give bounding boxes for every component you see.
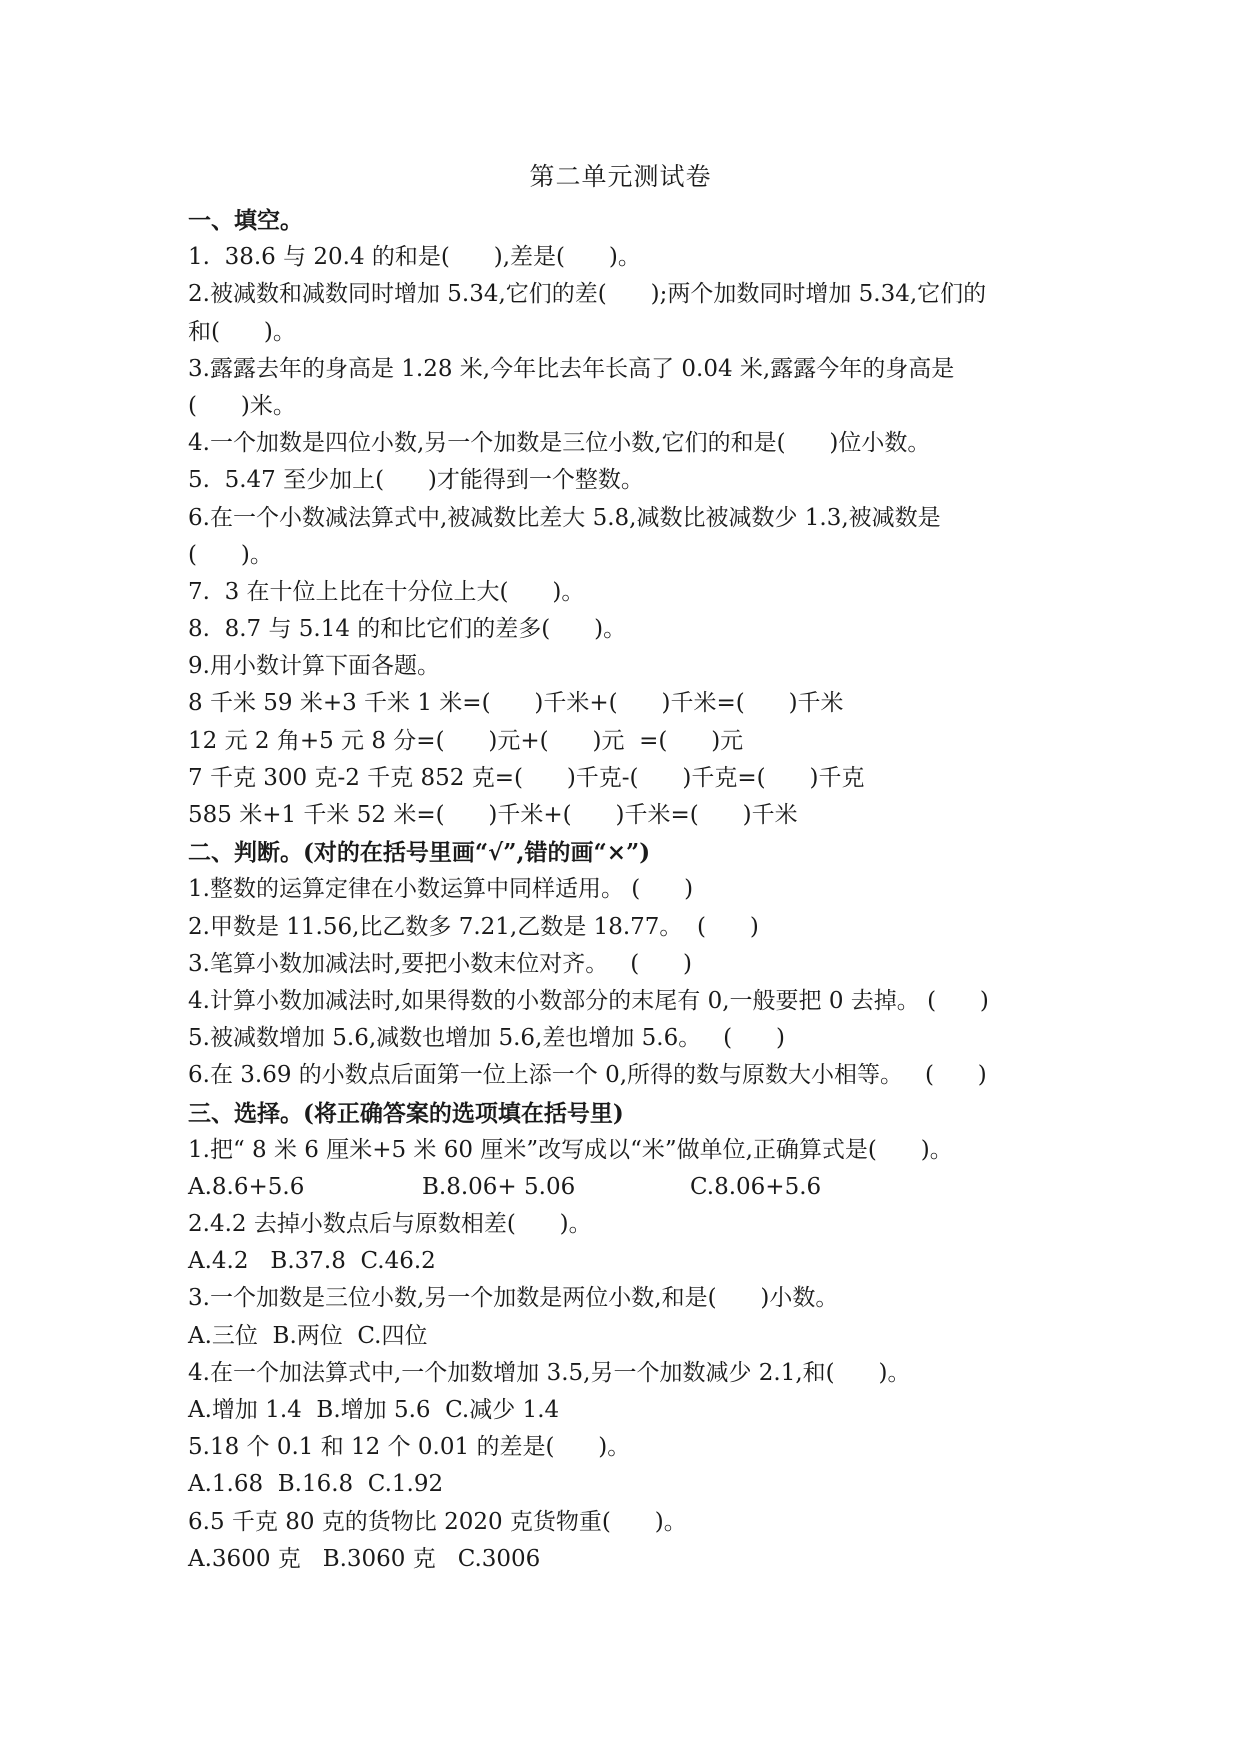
choice-question: 6.5 千克 80 克的货物比 2020 克货物重( )。 [188, 1508, 687, 1535]
choice-option: B.8.06+ 5.06 [422, 1173, 576, 1200]
fill-line: 4.一个加数是四位小数,另一个加数是三位小数,它们的和是( )位小数。 [188, 430, 931, 457]
judge-line: 5.被减数增加 5.6,减数也增加 5.6,差也增加 5.6。 ( ) [188, 1025, 785, 1052]
choice-options: A.4.2 B.37.8 C.46.2 [188, 1248, 436, 1275]
section-judge-heading: 二、判断。(对的在括号里画“√”,错的画“×”) [188, 839, 651, 867]
choice-option: A.8.6+5.6 [188, 1173, 305, 1200]
choice-option: C.8.06+5.6 [690, 1173, 822, 1200]
judge-line: 4.计算小数加减法时,如果得数的小数部分的末尾有 0,一般要把 0 去掉。 ( ) [188, 987, 989, 1014]
choice-options: A.3600 克 B.3060 克 C.3006 [188, 1545, 541, 1572]
fill-line: 3.露露去年的身高是 1.28 米,今年比去年长高了 0.04 米,露露今年的身高是 [188, 355, 955, 382]
fill-line: 8 千米 59 米+3 千米 1 米=( )千米+( )千米=( )千米 [188, 690, 844, 717]
section-choice-heading: 三、选择。(将正确答案的选项填在括号里) [188, 1099, 624, 1127]
fill-line: 585 米+1 千米 52 米=( )千米+( )千米=( )千米 [188, 802, 798, 828]
choice-options: A.1.68 B.16.8 C.1.92 [188, 1471, 444, 1498]
fill-line: 7 千克 300 克-2 千克 852 克=( )千克-( )千克=( )千克 [188, 764, 865, 791]
choice-question: 5.18 个 0.1 和 12 个 0.01 的差是( )。 [188, 1434, 631, 1461]
fill-line: 5. 5.47 至少加上( )才能得到一个整数。 [188, 467, 644, 494]
choice-question: 2.4.2 去掉小数点后与原数相差( )。 [188, 1211, 592, 1238]
section-fill-heading: 一、填空。 [188, 207, 303, 234]
worksheet-content [188, 202, 1048, 1578]
judge-line: 2.甲数是 11.56,比乙数多 7.21,乙数是 18.77。 ( ) [188, 913, 759, 940]
choice-options: A.增加 1.4 B.增加 5.6 C.减少 1.4 [188, 1397, 560, 1423]
fill-line: 9.用小数计算下面各题。 [188, 653, 440, 680]
page-title: 第二单元测试卷 [529, 162, 712, 191]
choice-question: 1.把“ 8 米 6 厘米+5 米 60 厘米”改写成以“米”做单位,正确算式是( )。 [188, 1136, 953, 1163]
judge-line: 6.在 3.69 的小数点后面第一位上添一个 0,所得的数与原数大小相等。 ( ) [188, 1062, 987, 1089]
choice-options: A.三位 B.两位 C.四位 [188, 1322, 428, 1349]
judge-line: 1.整数的运算定律在小数运算中同样适用。 ( ) [188, 876, 694, 903]
fill-line: 2.被减数和减数同时增加 5.34,它们的差( );两个加数同时增加 5.34,它们的 [188, 281, 987, 308]
fill-line: ( )米。 [188, 392, 296, 419]
fill-line: 和( )。 [188, 318, 296, 345]
choice-options-row [188, 1169, 1048, 1206]
judge-line: 3.笔算小数加减法时,要把小数末位对齐。 ( ) [188, 950, 693, 977]
fill-line: 6.在一个小数减法算式中,被减数比差大 5.8,减数比被减数少 1.3,被减数是 [188, 504, 941, 531]
choice-question: 3.一个加数是三位小数,另一个加数是两位小数,和是( )小数。 [188, 1285, 839, 1312]
fill-line: ( )。 [188, 541, 273, 568]
fill-line: 1. 38.6 与 20.4 的和是( ),差是( )。 [188, 244, 641, 271]
choice-question: 4.在一个加法算式中,一个加数增加 3.5,另一个加数减少 2.1,和( )。 [188, 1359, 911, 1386]
fill-line: 12 元 2 角+5 元 8 分=( )元+( )元 =( )元 [188, 727, 744, 754]
fill-line: 7. 3 在十位上比在十分位上大( )。 [188, 578, 585, 605]
fill-line: 8. 8.7 与 5.14 的和比它们的差多( )。 [188, 616, 627, 643]
